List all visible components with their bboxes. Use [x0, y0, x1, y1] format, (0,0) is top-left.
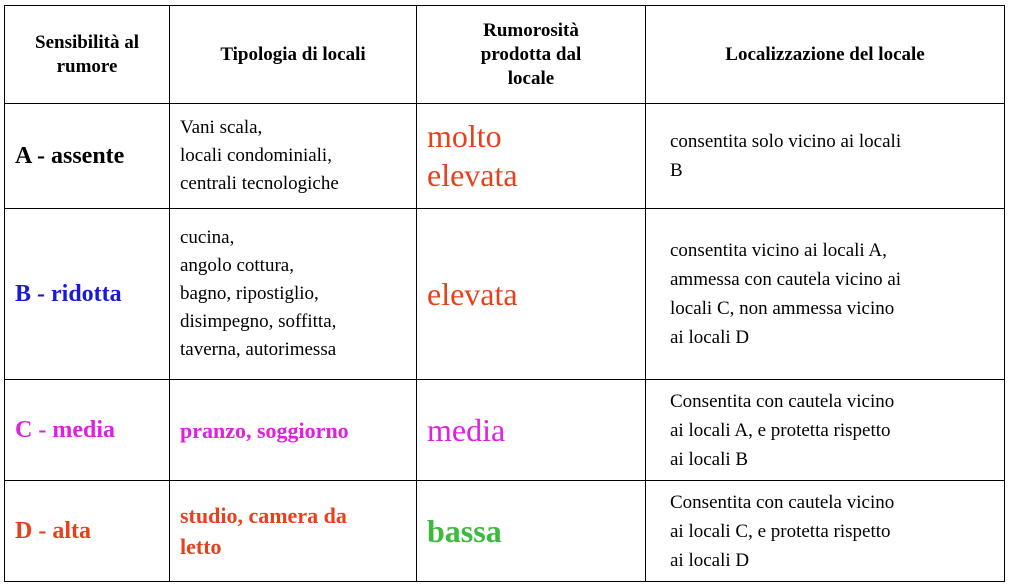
sensitivity-cell: D - alta	[5, 481, 170, 582]
header-noise: Rumorosità prodotta dal locale	[417, 6, 646, 104]
sensitivity-cell: C - media	[5, 380, 170, 481]
header-location: Localizzazione del locale	[646, 6, 1005, 104]
table-row	[5, 209, 1005, 380]
sensitivity-cell: B - ridotta	[5, 209, 170, 380]
header-row	[5, 6, 1005, 104]
location-cell: Consentita con cautela vicino ai locali A, e protetta rispetto ai locali B	[646, 380, 1005, 481]
typology-cell: studio, camera da letto	[170, 481, 417, 582]
location-cell: Consentita con cautela vicino ai locali C, e protetta rispetto ai locali D	[646, 481, 1005, 582]
header-sensitivity: Sensibilità al rumore	[5, 6, 170, 104]
location-cell: consentita solo vicino ai locali B	[646, 104, 1005, 209]
noise-cell: molto elevata	[417, 104, 646, 209]
noise-cell: elevata	[417, 209, 646, 380]
typology-cell: pranzo, soggiorno	[170, 380, 417, 481]
typology-cell: Vani scala, locali condominiali, centrali tecnologiche	[170, 104, 417, 209]
noise-cell: media	[417, 380, 646, 481]
typology-cell: cucina, angolo cottura, bagno, ripostiglio, disimpegno, soffitta, taverna, autorimessa	[170, 209, 417, 380]
noise-cell: bassa	[417, 481, 646, 582]
table-row	[5, 380, 1005, 481]
table-row	[5, 481, 1005, 582]
header-typology: Tipologia di locali	[170, 6, 417, 104]
sensitivity-cell: A - assente	[5, 104, 170, 209]
table-row	[5, 104, 1005, 209]
location-cell: consentita vicino ai locali A, ammessa con cautela vicino ai locali C, non ammessa vicino ai locali D	[646, 209, 1005, 380]
noise-sensitivity-table	[4, 5, 1005, 582]
